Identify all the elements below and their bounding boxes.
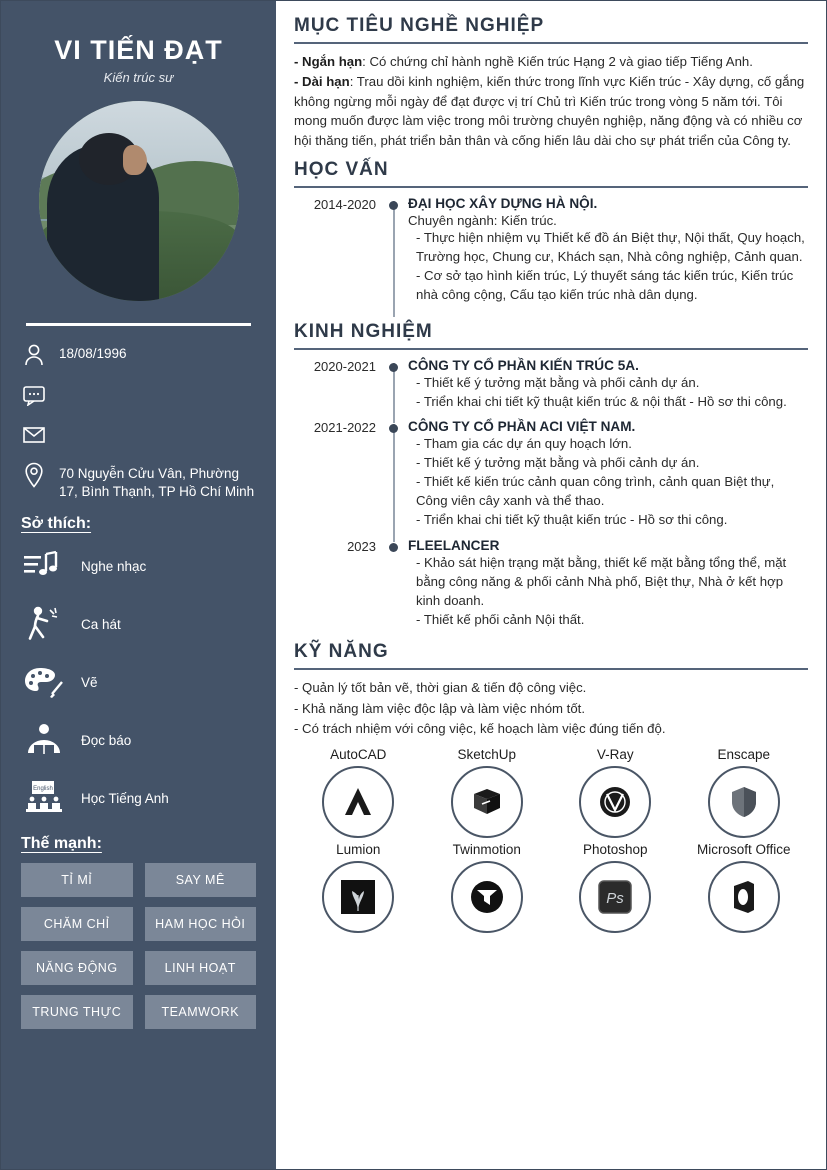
education-title: ĐẠI HỌC XÂY DỰNG HÀ NỘI. [408,195,598,211]
software-label: Photoshop [582,842,648,858]
skills-rule [294,668,808,670]
skill-line: - Quản lý tốt bản vẽ, thời gian & tiến độ công việc. [294,680,587,696]
hobbies-heading: Sở thích: [21,515,92,533]
software-label: SketchUp [457,747,517,763]
objective-long [294,72,808,151]
software-label: Lumion [336,842,381,858]
hobby-label-singing: Ca hát [81,616,121,632]
timeline-line [393,201,395,317]
music-note-icon [21,545,67,587]
strength-chip: LINH HOẠT [145,951,257,985]
timeline-dot [389,201,398,210]
enscape-icon [708,766,780,838]
contact-item-phone [21,382,256,408]
experience-detail: - Thiết kế ý tưởng mặt bằng và phối cảnh dự án. [416,374,700,390]
experience-timeline [294,358,808,636]
education-detail: - Thực hiện nhiệm vụ Thiết kế đồ án Biệt thự, Nội thất, Quy hoạch, Trường học, Chung cư, Khách sạn, Nhà công nghiệp, Cảnh quan. [416,229,805,265]
hobby-item-reading [21,717,256,763]
autocad-icon [322,766,394,838]
experience-heading: KINH NGHIỆM [294,320,433,342]
location-pin-icon [21,462,47,488]
sidebar [1,1,276,1169]
software-label: AutoCAD [330,747,387,763]
objective-long-label: - Dài hạn [294,73,350,89]
section-skills [294,641,808,933]
hobby-label-music: Nghe nhạc [81,558,147,574]
experience-detail: - Thiết kế kiến trúc cảnh quan công trình, cảnh quan Biệt thự, Công viên cây xanh và thể thao. [416,474,775,509]
experience-detail: - Triển khai chi tiết kỹ thuật kiến trúc & nội thất - Hồ sơ thi công. [416,393,787,409]
objective-short-label: - Ngắn hạn [294,54,363,69]
strength-chip: NĂNG ĐỘNG [21,951,133,985]
objective-short [294,52,808,72]
software-label: V-Ray [596,747,634,763]
hobby-label-reading: Đọc báo [81,732,132,748]
objective-long-text: : Trau dồi kinh nghiệm, kiến thức trong lĩnh vực Kiến trúc - Xây dựng, cố gắng không ngừng mỗi ngày để đạt được vị trí Chủ trì Kiến trúc trong vòng 5 năm tới. Tôi mong muốn được làm việc trong môi trường chuyên nghiệp, năng động và có nhiều cơ hội thăng tiến, phát triển bản thân và cống hiến lâu dài cho sự phát triển của Công ty. [294,73,805,149]
paint-palette-icon [21,661,67,703]
experience-date: 2020-2021 [313,358,376,374]
strength-chip: TỈ MỈ [21,863,133,897]
photoshop-icon [579,861,651,933]
objective-rule [294,42,808,44]
education-rule [294,186,808,188]
timeline-marker [386,419,408,536]
contact-item-birthdate [21,342,256,368]
hobbies-list [21,543,256,821]
lumion-icon [322,861,394,933]
strengths-grid [21,863,256,1029]
twinmotion-icon [451,861,523,933]
contact-item-address [21,462,256,501]
software-item-vray [551,747,680,838]
software-item-photoshop [551,842,680,933]
reading-newspaper-icon [21,719,67,761]
timeline-marker [386,358,408,417]
section-objective [294,15,808,151]
experience-entry [294,419,808,536]
experience-entry [294,358,808,417]
hobby-label-english: Học Tiếng Anh [81,790,169,806]
hobby-item-english [21,775,256,821]
avatar [39,101,239,301]
software-item-enscape [680,747,809,838]
photo-face [123,145,147,175]
strengths-heading: Thế mạnh: [21,835,102,853]
contact-birthdate: 18/08/1996 [59,346,127,361]
svg-text:Ps: Ps [606,890,625,908]
chat-icon [21,382,47,408]
section-experience [294,321,808,636]
singing-person-icon [21,603,67,645]
experience-body [408,358,808,417]
software-item-autocad [294,747,423,838]
skills-list [294,678,808,739]
education-subtitle: Chuyên ngành: Kiến trúc. [408,212,557,228]
section-education [294,159,808,311]
strength-chip: TRUNG THỰC [21,995,133,1029]
skill-line: - Có trách nhiệm với công việc, kế hoạch làm việc đúng tiến độ. [294,721,666,736]
strength-chip: CHĂM CHỈ [21,907,133,941]
skill-line: - Khả năng làm việc độc lập và làm việc nhóm tốt. [294,700,586,716]
experience-title: FLEELANCER [408,537,500,553]
skills-heading: KỸ NĂNG [294,641,389,663]
timeline-dot [389,424,398,433]
experience-date: 2021-2022 [313,419,376,435]
experience-entry [294,538,808,636]
timeline-marker [386,538,408,636]
envelope-icon [21,422,47,448]
sketchup-icon [451,766,523,838]
software-grid [294,747,808,933]
svg-text:English: English [33,786,53,793]
hobby-item-drawing [21,659,256,705]
microsoft-office-icon [708,861,780,933]
experience-rule [294,348,808,350]
contact-address: 70 Nguyễn Cửu Vân, Phường 17, Bình Thạnh, TP Hồ Chí Minh [59,466,255,500]
main-content [276,1,826,1169]
timeline-dot [389,363,398,372]
timeline-marker [386,196,408,311]
job-title: Kiến trúc sư [103,70,174,85]
strength-chip: HAM HỌC HỎI [145,907,257,941]
education-entry [294,196,808,311]
software-item-microsoft-office [680,842,809,933]
education-timeline [294,196,808,311]
timeline-line [393,363,395,423]
software-label: Twinmotion [452,842,521,858]
software-item-twinmotion [423,842,552,933]
sidebar-divider [26,323,251,326]
experience-detail: - Thiết kế phối cảnh Nội thất. [416,611,585,627]
person-icon [21,342,47,368]
software-item-sketchup [423,747,552,838]
objective-heading: MỤC TIÊU NGHỀ NGHIỆP [294,15,545,36]
education-detail: - Cơ sở tạo hình kiến trúc, Lý thuyết sáng tác kiến trúc, Kiến trúc nhà công cộng, Cấu tạo kiến trúc nhà dân dụng. [416,268,794,303]
hobby-label-drawing: Vẽ [81,674,98,690]
education-heading: HỌC VẤN [294,158,389,180]
vray-icon [579,766,651,838]
experience-detail: - Triển khai chi tiết kỹ thuật kiến trúc - Hồ sơ thi công. [416,512,728,528]
education-body [408,196,808,311]
software-label: Enscape [717,747,771,763]
contact-item-email [21,422,256,448]
contact-list [21,342,256,501]
experience-date: 2023 [347,538,376,554]
english-class-icon [21,777,67,819]
strength-chip: TEAMWORK [145,995,257,1029]
software-item-lumion [294,842,423,933]
education-date: 2014-2020 [313,196,376,212]
hobby-item-music [21,543,256,589]
strength-chip: SAY MÊ [145,863,257,897]
hobby-item-singing [21,601,256,647]
experience-body [408,538,808,636]
timeline-line [393,424,395,542]
experience-body [408,419,808,536]
experience-detail: - Thiết kế ý tưởng mặt bằng và phối cảnh dự án. [416,454,700,470]
experience-detail: - Khảo sát hiện trạng mặt bằng, thiết kế mặt bằng tổng thể, mặt bằng công năng & phối cảnh Nhà phố, Biệt thự, Nhà ở kết hợp kinh doanh. [416,554,787,608]
timeline-dot [389,543,398,552]
experience-detail: - Tham gia các dự án quy hoạch lớn. [416,435,632,451]
experience-title: CÔNG TY CỔ PHẦN ACI VIỆT NAM. [408,418,636,434]
experience-title: CÔNG TY CỔ PHẦN KIẾN TRÚC 5A. [408,357,639,373]
objective-short-text: : Có chứng chỉ hành nghề Kiến trúc Hạng 2 và giao tiếp Tiếng Anh. [362,54,753,69]
page-title: VI TIẾN ĐẠT [54,35,223,65]
software-label: Microsoft Office [696,842,791,858]
